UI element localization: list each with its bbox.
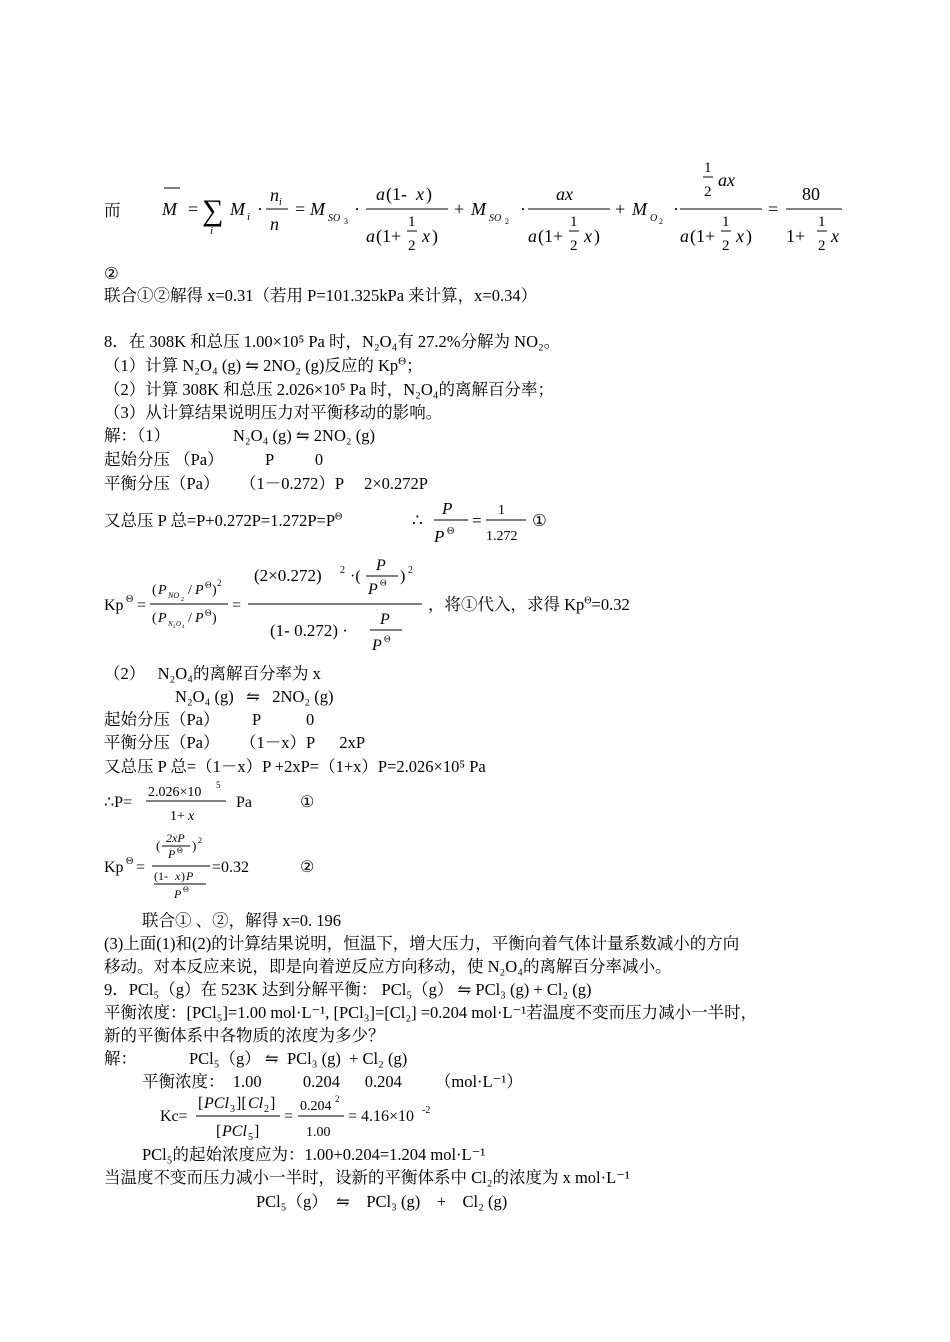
svg-text:=: = bbox=[295, 199, 306, 219]
svg-text:]: ] bbox=[270, 1095, 276, 1112]
svg-text:·: · bbox=[520, 199, 526, 219]
svg-text:Θ: Θ bbox=[205, 580, 212, 590]
svg-text:M: M bbox=[471, 199, 486, 219]
svg-text:80: 80 bbox=[802, 184, 820, 204]
svg-text:P: P bbox=[195, 611, 204, 626]
svg-text:2: 2 bbox=[340, 565, 345, 576]
svg-text:Θ: Θ bbox=[384, 634, 391, 644]
svg-text:SO: SO bbox=[328, 213, 341, 224]
svg-text:x: x bbox=[831, 226, 839, 246]
svg-text:0.204: 0.204 bbox=[300, 1099, 332, 1114]
q8-total-pressure-2: 又总压 P 总=（1－x）P +2xP=（1+x）P=2.026×10⁵ Pa bbox=[104, 757, 486, 776]
svg-text:]: ] bbox=[254, 1123, 260, 1140]
q8-solution-lead: 解：（1） bbox=[104, 426, 170, 445]
svg-text:+: + bbox=[454, 199, 465, 219]
q8-p-formula bbox=[104, 776, 334, 828]
svg-text:ax: ax bbox=[556, 184, 573, 204]
svg-text:2: 2 bbox=[335, 1094, 340, 1104]
svg-text:P: P bbox=[372, 637, 382, 654]
svg-text:): ) bbox=[426, 184, 432, 204]
svg-text:3: 3 bbox=[344, 217, 348, 226]
svg-text:x: x bbox=[416, 184, 424, 204]
svg-text:1: 1 bbox=[704, 160, 712, 176]
svg-text:=: = bbox=[188, 199, 199, 219]
svg-text:2: 2 bbox=[408, 238, 416, 254]
svg-text:1.00: 1.00 bbox=[306, 1125, 331, 1140]
svg-text:(1-: (1- bbox=[154, 869, 168, 883]
svg-text:M: M bbox=[632, 199, 647, 219]
svg-text:): ) bbox=[212, 583, 217, 598]
svg-text:a: a bbox=[376, 184, 385, 204]
q9-title: 9．PCl₅（g）在 523K 达到分解平衡： PCl₅（g） ⇋ PCl₃ (g) + Cl₂ (g) bbox=[104, 980, 592, 999]
svg-text:PCl: PCl bbox=[204, 1095, 229, 1112]
svg-text:a: a bbox=[366, 226, 375, 246]
svg-text:2: 2 bbox=[570, 238, 578, 254]
q8-eq-values-2: （1－x）P 2xP bbox=[240, 733, 365, 752]
eq-mark-2: ② bbox=[104, 264, 119, 283]
q8-conclusion-1: (3)上面(1)和(2)的计算结果说明，恒温下，增大压力，平衡向着气体计量系数减小的方向 bbox=[104, 934, 740, 953]
svg-text:=: = bbox=[768, 199, 779, 219]
svg-text:a: a bbox=[680, 226, 689, 246]
svg-text:-2: -2 bbox=[422, 1105, 431, 1116]
svg-text:1+: 1+ bbox=[170, 809, 185, 824]
q9-reaction-2: PCl₅（g） ⇋ PCl₃ (g) + Cl₂ (g) bbox=[256, 1192, 508, 1211]
svg-text:1: 1 bbox=[570, 214, 578, 230]
svg-text:/: / bbox=[188, 583, 192, 598]
svg-text:3: 3 bbox=[230, 1104, 235, 1115]
svg-text:x: x bbox=[188, 809, 195, 824]
svg-text:O: O bbox=[176, 620, 182, 628]
svg-text:x: x bbox=[422, 226, 430, 246]
svg-text:P: P bbox=[158, 611, 167, 626]
svg-text:·: · bbox=[354, 199, 360, 219]
svg-text:M: M bbox=[162, 199, 177, 219]
eq-lead: 而 bbox=[104, 201, 121, 220]
svg-text:(1-: (1- bbox=[386, 184, 407, 204]
q8-eq-values: （1－0.272）P 2×0.272P bbox=[240, 474, 428, 493]
svg-text:2xP: 2xP bbox=[166, 831, 185, 845]
svg-text:P: P bbox=[168, 847, 176, 861]
svg-text:PCl: PCl bbox=[222, 1123, 247, 1140]
svg-text:P: P bbox=[195, 583, 204, 598]
svg-text:∴: ∴ bbox=[412, 511, 423, 530]
svg-text:P: P bbox=[174, 887, 182, 901]
svg-text:①: ① bbox=[300, 794, 315, 811]
q8-kp2-formula bbox=[104, 826, 334, 906]
svg-text:): ) bbox=[181, 869, 185, 883]
svg-text:): ) bbox=[746, 226, 752, 246]
svg-text:2: 2 bbox=[722, 238, 730, 254]
svg-text:SO: SO bbox=[489, 213, 502, 224]
molar-mass-formula bbox=[158, 152, 858, 264]
svg-text:2: 2 bbox=[704, 184, 712, 200]
svg-text:= 4.16×10: = 4.16×10 bbox=[348, 1108, 415, 1125]
svg-text:[: [ bbox=[216, 1123, 222, 1140]
q8-kp-value: =0.32 bbox=[591, 595, 630, 614]
svg-text:5: 5 bbox=[216, 780, 221, 790]
svg-text:(1+: (1+ bbox=[690, 226, 716, 246]
svg-text:a: a bbox=[528, 226, 537, 246]
svg-text:2.026×10: 2.026×10 bbox=[148, 785, 202, 800]
svg-text:Kc=: Kc= bbox=[160, 1108, 188, 1125]
q8-start-label-2: 起始分压（Pa） bbox=[104, 710, 220, 729]
svg-text:(: ( bbox=[156, 838, 161, 853]
svg-text:1: 1 bbox=[818, 214, 826, 230]
svg-text:=: = bbox=[136, 859, 146, 876]
svg-text:(1- 0.272) ·: (1- 0.272) · bbox=[270, 621, 348, 640]
svg-text:x: x bbox=[584, 226, 592, 246]
q9-line-3: 新的平衡体系中各物质的浓度为多少？ bbox=[104, 1026, 385, 1045]
svg-text:2: 2 bbox=[505, 217, 509, 226]
svg-text:Θ: Θ bbox=[183, 885, 189, 894]
svg-text:P: P bbox=[376, 557, 386, 574]
svg-text:=0.32: =0.32 bbox=[212, 859, 250, 876]
svg-text:M: M bbox=[230, 199, 245, 219]
svg-text:Θ: Θ bbox=[447, 526, 455, 537]
q8-ratio-formula bbox=[410, 492, 540, 550]
svg-text:·: · bbox=[673, 199, 679, 219]
svg-text:2: 2 bbox=[408, 565, 413, 576]
svg-text:): ) bbox=[594, 226, 600, 246]
q8-kp-result-text: ，将①代入，求得 Kp bbox=[428, 595, 585, 614]
svg-text:i: i bbox=[210, 225, 214, 237]
svg-text:P: P bbox=[368, 581, 378, 598]
svg-text:Kp: Kp bbox=[104, 859, 124, 876]
svg-text:2: 2 bbox=[181, 597, 184, 603]
svg-text:n: n bbox=[270, 214, 279, 234]
svg-text:/: / bbox=[188, 611, 192, 626]
svg-text:P: P bbox=[380, 611, 390, 628]
svg-text:P: P bbox=[186, 869, 194, 883]
svg-text:∴P=: ∴P= bbox=[104, 794, 133, 811]
svg-text:(1+: (1+ bbox=[376, 226, 402, 246]
q8-kp-result: ，将①代入，求得 $Kp^\Theta=0.32$ bbox=[428, 595, 630, 614]
svg-text:·(: ·( bbox=[350, 568, 361, 585]
svg-text:1: 1 bbox=[498, 503, 505, 518]
svg-text:x: x bbox=[736, 226, 744, 246]
svg-text:2: 2 bbox=[173, 625, 176, 630]
q8-part3: （3）从计算结果说明压力对平衡移动的影响。 bbox=[104, 403, 443, 422]
svg-text:4: 4 bbox=[182, 625, 185, 630]
q9-start-concentration: PCl₅的起始浓度应为：1.00+0.204=1.204 mol·L⁻¹ bbox=[142, 1145, 486, 1164]
svg-text:Θ: Θ bbox=[126, 856, 134, 867]
svg-text:M: M bbox=[310, 199, 325, 219]
svg-text:Θ: Θ bbox=[205, 608, 212, 618]
svg-text:P: P bbox=[158, 583, 167, 598]
svg-text:): ) bbox=[432, 226, 438, 246]
svg-text:(: ( bbox=[152, 583, 157, 598]
svg-text:Θ: Θ bbox=[126, 594, 134, 605]
q9-line-2: 平衡浓度：[PCl₅]=1.00 mol·L⁻¹, [PCl₃]=[Cl₂] =0.204 mol·L⁻¹若温度不变而压力减小一半时， bbox=[104, 1003, 758, 1022]
svg-text:2: 2 bbox=[217, 578, 222, 588]
q8-part1: （1）计算 N₂O₄ (g) ⇋ 2NO₂ (g)反应的 $Kp^\Theta$； bbox=[104, 355, 423, 375]
q8-start-label: 起始分压 （Pa） bbox=[104, 450, 224, 469]
q8-eq-label: 平衡分压（Pa） bbox=[104, 474, 220, 493]
q9-reaction: PCl₅（g） ⇋ PCl₃ (g) + Cl₂ (g) bbox=[189, 1049, 408, 1068]
svg-text:i: i bbox=[247, 211, 251, 223]
svg-text:2: 2 bbox=[818, 238, 826, 254]
q8-conclusion-2: 移动。对本反应来说，即是向着逆反应方向移动，使 N₂O₄的离解百分率减小。 bbox=[104, 957, 672, 976]
svg-text:Θ: Θ bbox=[380, 578, 387, 588]
svg-text:NO: NO bbox=[168, 591, 180, 600]
q8-eq-label-2: 平衡分压（Pa） bbox=[104, 733, 220, 752]
q8-start-values-2: P 0 bbox=[252, 710, 315, 729]
svg-text:(: ( bbox=[152, 611, 157, 626]
q9-when-pressure-halves: 当温度不变而压力减小一半时，设新的平衡体系中 Cl₂的浓度为 x mol·L⁻¹ bbox=[104, 1168, 630, 1187]
eq-result: 联合①②解得 x=0.31（若用 P=101.325kPa 来计算，x=0.34） bbox=[104, 286, 538, 305]
q8-kp-formula bbox=[104, 548, 434, 658]
svg-text:[: [ bbox=[198, 1095, 204, 1112]
q8-mark-1: ① bbox=[532, 511, 547, 530]
svg-text:1+: 1+ bbox=[786, 226, 806, 246]
svg-text:∑: ∑ bbox=[202, 194, 224, 227]
q8-total-text: 又总压 P 总=P+0.272P=1.272P=P bbox=[104, 511, 335, 530]
q8-start-values: P 0 bbox=[265, 450, 324, 469]
svg-text:Cl: Cl bbox=[248, 1095, 264, 1112]
svg-text:1: 1 bbox=[408, 214, 416, 230]
svg-text:][: ][ bbox=[236, 1095, 247, 1112]
svg-text:P: P bbox=[434, 527, 445, 546]
q8-part2-lead: （2） N₂O₄的离解百分率为 x bbox=[104, 664, 321, 683]
q8-combine: 联合① 、②，解得 x=0. 196 bbox=[142, 911, 342, 930]
svg-text:): ) bbox=[212, 611, 217, 626]
q9-solution-lead: 解： bbox=[104, 1049, 137, 1068]
svg-text:(2×0.272): (2×0.272) bbox=[254, 566, 322, 585]
svg-text:ax: ax bbox=[718, 170, 735, 190]
q8-title: 8．在 308K 和总压 1.00×10⁵ Pa 时，N₂O₄有 27.2%分解为 NO₂。 bbox=[104, 332, 561, 351]
svg-text:=: = bbox=[472, 511, 482, 530]
svg-text:2: 2 bbox=[264, 1104, 269, 1115]
q8-reaction: N₂O₄ (g) ⇋ 2NO₂ (g) bbox=[233, 426, 375, 445]
svg-text:=: = bbox=[284, 1108, 294, 1125]
q9-kc-formula bbox=[160, 1090, 460, 1146]
q8-reaction-2: N₂O₄ (g) ⇋ 2NO₂ (g) bbox=[175, 687, 334, 706]
svg-text:i: i bbox=[279, 197, 282, 208]
svg-text:): ) bbox=[192, 838, 197, 853]
svg-text:=: = bbox=[232, 597, 242, 614]
q9-equilibrium-concentrations: 平衡浓度： 1.00 0.204 0.204 （mol·L⁻¹） bbox=[142, 1072, 523, 1091]
svg-text:=: = bbox=[137, 597, 147, 614]
svg-text:Θ: Θ bbox=[177, 846, 183, 855]
svg-text:Kp: Kp bbox=[104, 597, 124, 614]
svg-text:+: + bbox=[615, 199, 626, 219]
q8-part1-end: ； bbox=[406, 356, 423, 375]
svg-text:2: 2 bbox=[659, 217, 663, 226]
svg-text:2: 2 bbox=[198, 836, 202, 845]
svg-text:1.272: 1.272 bbox=[486, 529, 518, 544]
svg-text:5: 5 bbox=[248, 1132, 253, 1143]
svg-text:n: n bbox=[270, 185, 279, 205]
svg-text:(1+: (1+ bbox=[538, 226, 564, 246]
svg-text:N: N bbox=[168, 620, 173, 628]
svg-text:P: P bbox=[442, 499, 453, 518]
q8-total-pressure: 又总压 P 总$=P+0.272P=1.272P=P^\Theta$ bbox=[104, 511, 343, 530]
q8-part2: （2）计算 308K 和总压 2.026×10⁵ Pa 时，N₂O₄的离解百分率； bbox=[104, 380, 555, 399]
svg-text:·: · bbox=[257, 199, 263, 219]
q8-part1-text: （1）计算 N₂O₄ (g) ⇋ 2NO₂ (g)反应的 Kp bbox=[104, 356, 399, 375]
svg-text:1: 1 bbox=[722, 214, 730, 230]
svg-text:②: ② bbox=[300, 859, 315, 876]
svg-text:O: O bbox=[650, 213, 658, 224]
svg-text:Pa: Pa bbox=[236, 794, 252, 811]
svg-text:): ) bbox=[400, 568, 406, 585]
svg-text:x: x bbox=[175, 869, 181, 883]
